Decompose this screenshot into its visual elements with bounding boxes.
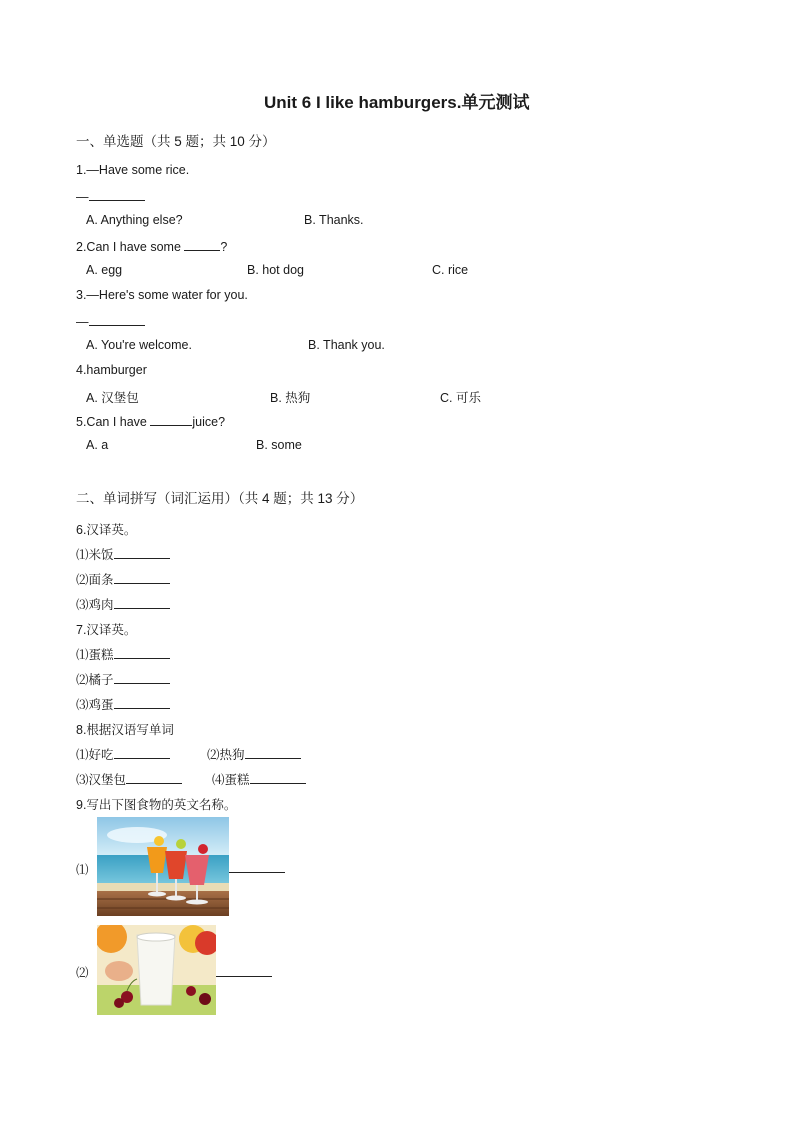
page-title: Unit 6 I like hamburgers.单元测试 xyxy=(264,93,530,112)
q7-item-2 xyxy=(76,670,170,688)
q8-item-2 xyxy=(207,745,301,763)
q8-stem: 8.根据汉语写单词 xyxy=(76,723,174,737)
q1-option-b: B. Thanks. xyxy=(304,213,364,227)
q2-stem-post: ? xyxy=(220,240,228,254)
q7-item-3-label: ⑶鸡蛋 xyxy=(76,698,114,712)
q2-stem-text: 2.Can I have some xyxy=(76,240,185,254)
section-1-heading: 一、单选题（共 5 题；共 10 分） xyxy=(76,134,276,149)
q6-item-3-label: ⑶鸡肉 xyxy=(76,598,114,612)
q8-item-4 xyxy=(212,770,306,788)
q8-item-3-label: ⑶汉堡包 xyxy=(76,773,127,787)
juice-drawing xyxy=(97,817,229,916)
q9-item-1-label: ⑴ xyxy=(76,863,89,877)
juice-photo xyxy=(97,817,229,916)
q4-stem: 4.hamburger xyxy=(76,363,147,377)
q3-option-b: B. Thank you. xyxy=(308,338,385,352)
q8-item-3 xyxy=(76,770,182,788)
q8-item-4-blank xyxy=(250,771,306,784)
q1-dash: — xyxy=(76,190,89,204)
q9-item-2-blank xyxy=(216,976,272,977)
q9-item-2-label: ⑵ xyxy=(76,966,89,980)
q4-option-a: A. 汉堡包 xyxy=(86,391,139,405)
q5-option-a: A. a xyxy=(86,438,109,452)
q3-answer-line xyxy=(76,313,145,329)
q5-stem-pre: 5.Can I have xyxy=(76,415,151,429)
q6-item-2-label: ⑵面条 xyxy=(76,573,114,587)
q6-item-2-blank xyxy=(114,571,170,584)
q9-item-1-blank xyxy=(229,872,285,873)
q6-item-1 xyxy=(76,545,170,563)
q9-stem: 9.写出下图食物的英文名称。 xyxy=(76,798,237,812)
q6-stem: 6.汉译英。 xyxy=(76,523,137,537)
q2-option-b: B. hot dog xyxy=(247,263,304,277)
section-2-heading: 二、单词拼写（词汇运用）（共 4 题；共 13 分） xyxy=(76,491,364,506)
q6-item-1-label: ⑴米饭 xyxy=(76,548,114,562)
q5-stem xyxy=(76,413,225,429)
q1-blank xyxy=(89,188,145,201)
milk-drawing xyxy=(97,925,216,1015)
milk-photo xyxy=(97,925,216,1015)
q6-item-2 xyxy=(76,570,170,588)
q5-option-b: B. some xyxy=(256,438,302,452)
q3-option-a: A. You're welcome. xyxy=(86,338,192,352)
q7-item-3-blank xyxy=(114,696,170,709)
q2-blank xyxy=(184,238,220,251)
q4-option-c: C. 可乐 xyxy=(440,391,481,405)
q4-option-b: B. 热狗 xyxy=(270,391,311,405)
q5-stem-post: juice? xyxy=(192,415,226,429)
q1-stem: 1.—Have some rice. xyxy=(76,163,190,177)
q1-answer-line xyxy=(76,188,145,204)
q7-item-1-label: ⑴蛋糕 xyxy=(76,648,114,662)
q1-option-a: A. Anything else? xyxy=(86,213,183,227)
q5-blank xyxy=(150,413,192,426)
q8-item-1-label: ⑴好吃 xyxy=(76,748,114,762)
q7-item-2-blank xyxy=(114,671,170,684)
q2-option-a: A. egg xyxy=(86,263,123,277)
q7-item-1-blank xyxy=(114,646,170,659)
q8-item-2-label: ⑵热狗 xyxy=(207,748,245,762)
q8-item-1 xyxy=(76,745,170,763)
q6-item-3 xyxy=(76,595,170,613)
q7-stem: 7.汉译英。 xyxy=(76,623,137,637)
q2-option-c: C. rice xyxy=(432,263,469,277)
q3-blank xyxy=(89,313,145,326)
q8-item-2-blank xyxy=(245,746,301,759)
q3-stem: 3.—Here's some water for you. xyxy=(76,288,248,302)
q8-item-3-blank xyxy=(126,771,182,784)
q6-item-1-blank xyxy=(114,546,170,559)
q3-dash: — xyxy=(76,315,89,329)
q2-stem xyxy=(76,238,227,254)
q7-item-1 xyxy=(76,645,170,663)
q6-item-3-blank xyxy=(114,596,170,609)
q7-item-3 xyxy=(76,695,170,713)
q8-item-4-label: ⑷蛋糕 xyxy=(212,773,250,787)
q7-item-2-label: ⑵橘子 xyxy=(76,673,114,687)
q8-item-1-blank xyxy=(114,746,170,759)
